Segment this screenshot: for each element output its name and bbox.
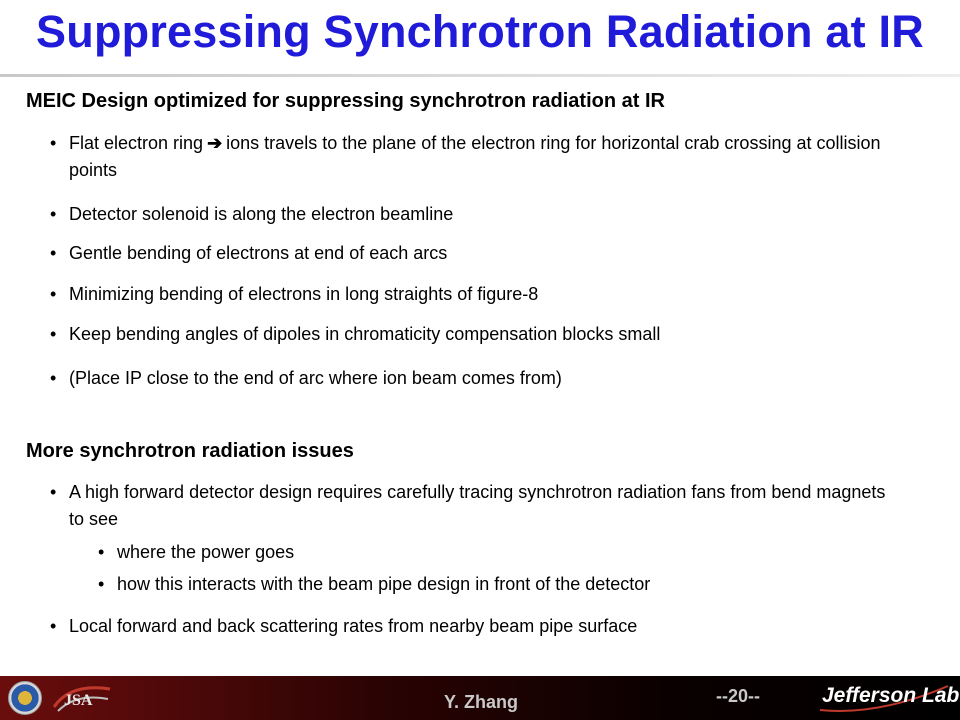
bullet-dot: • bbox=[50, 324, 57, 344]
bullet-text: Local forward and back scattering rates from nearby beam pipe surface bbox=[69, 616, 638, 636]
sub-bullet-item bbox=[98, 539, 898, 566]
bullet-item bbox=[50, 479, 900, 533]
bullet-dot: • bbox=[50, 243, 57, 263]
bullet-item bbox=[50, 281, 900, 308]
footer-author: Y. Zhang bbox=[444, 692, 519, 712]
bullet-dot: • bbox=[50, 368, 57, 388]
bullet-item bbox=[50, 321, 900, 348]
bullet-text: Detector solenoid is along the electron beamline bbox=[69, 204, 454, 224]
section1-heading: MEIC Design optimized for suppressing synchrotron radiation at IR bbox=[26, 90, 665, 112]
title-bar bbox=[0, 0, 960, 76]
bullet-dot: • bbox=[50, 284, 57, 304]
jefferson-lab-logo: Jefferson Lab bbox=[822, 684, 960, 707]
bullet-item bbox=[50, 130, 900, 184]
bullet-dot: • bbox=[98, 574, 105, 594]
bullet-item bbox=[50, 613, 900, 640]
bullet-item bbox=[50, 365, 900, 392]
bullet-dot: • bbox=[98, 542, 105, 562]
bullet-dot: • bbox=[50, 204, 57, 224]
doe-seal-icon bbox=[8, 681, 42, 715]
bullet-dot: • bbox=[50, 133, 57, 153]
svg-text:JSA: JSA bbox=[64, 692, 93, 709]
bullet-dot: • bbox=[50, 482, 57, 502]
title-divider bbox=[0, 74, 960, 77]
section2-heading: More synchrotron radiation issues bbox=[26, 440, 354, 462]
bullet-text: Flat electron ring ➔ ions travels to the plane of the electron ring for horizontal crab crossing at collision points bbox=[69, 133, 881, 180]
bullet-text: how this interacts with the beam pipe design in front of the detector bbox=[117, 574, 651, 594]
bullet-dot: • bbox=[50, 616, 57, 636]
bullet-text: A high forward detector design requires carefully tracing synchrotron radiation fans from bend magnets to see bbox=[69, 482, 886, 529]
right-arrow-icon: ➔ bbox=[207, 133, 223, 153]
bullet-text: Minimizing bending of electrons in long straights of figure-8 bbox=[69, 284, 539, 304]
bullet-item bbox=[50, 240, 900, 267]
bullet-item bbox=[50, 201, 900, 228]
bullet-text: where the power goes bbox=[117, 542, 295, 562]
bullet-text: Gentle bending of electrons at end of each arcs bbox=[69, 243, 448, 263]
bullet-text: (Place IP close to the end of arc where ion beam comes from) bbox=[69, 368, 562, 388]
slide-title: Suppressing Synchrotron Radiation at IR bbox=[36, 6, 924, 57]
bullet-text: Keep bending angles of dipoles in chromaticity compensation blocks small bbox=[69, 324, 661, 344]
page-number: --20-- bbox=[716, 686, 760, 706]
jsa-logo-icon bbox=[50, 679, 114, 715]
sub-bullet-item bbox=[98, 571, 898, 598]
